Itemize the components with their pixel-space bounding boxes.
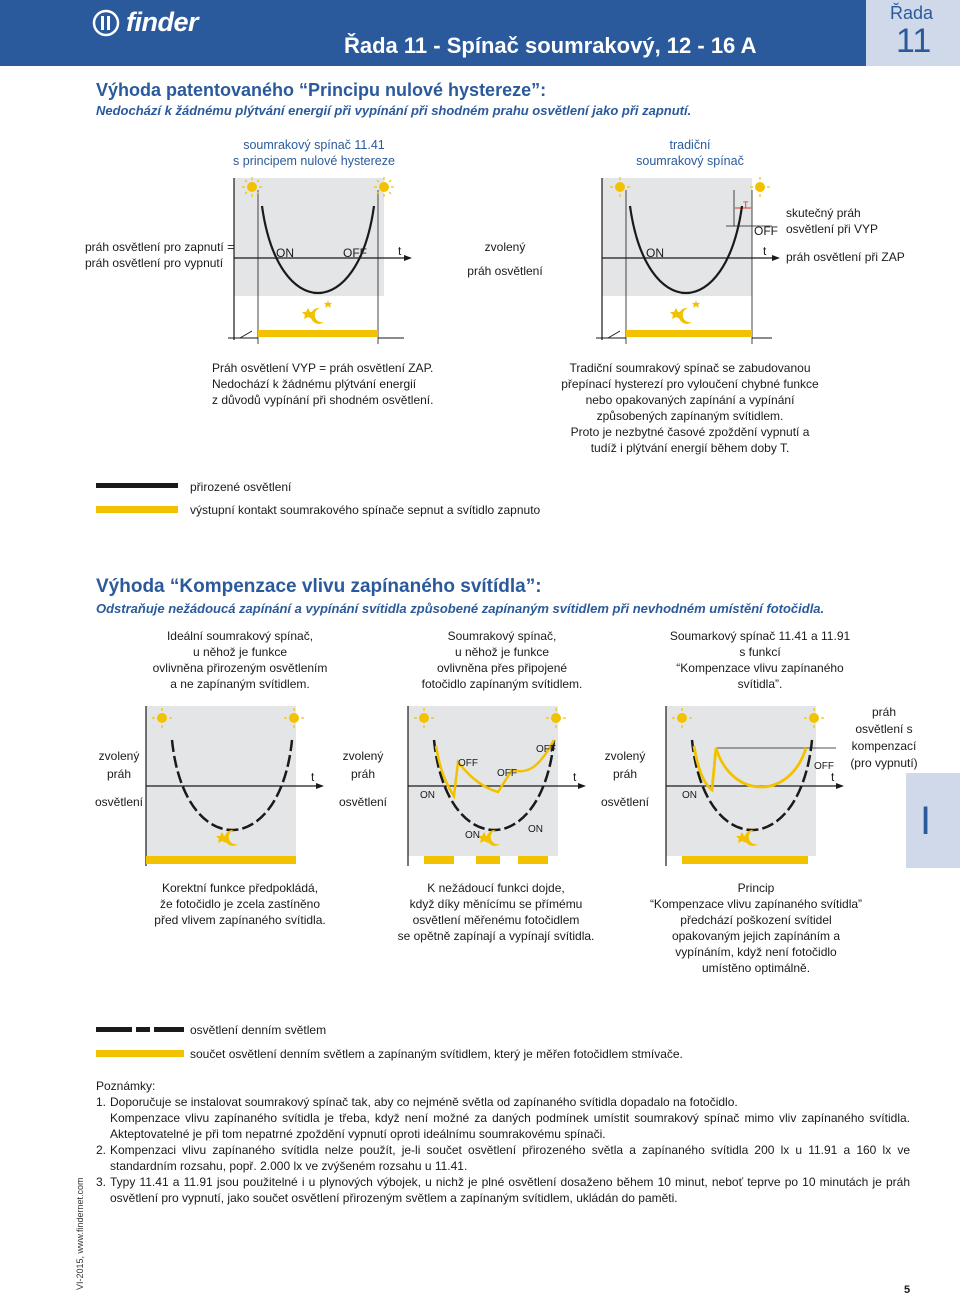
- diagram-panel: [602, 178, 752, 296]
- note-text: Doporučuje se instalovat soumrakový spínač tak, aby co nejméně světla od zapínaného svítidla dopadalo na fotočidlo.: [110, 1095, 738, 1109]
- note-item: [96, 1110, 910, 1142]
- off-label: OFF: [754, 224, 778, 238]
- col3-desc-line: opakovaným jejich zapínáním a: [671, 929, 841, 943]
- on-label: ON: [646, 246, 664, 260]
- col2-title-line: Soumrakový spínač,: [447, 629, 557, 643]
- col3-description: [628, 880, 884, 976]
- note-text: Kompenzaci vlivu zapínaného svítidla nelze použít, je-li součet osvětlení přirozeného světla a zapínaného svítidla 200 lx u 11.91 a 160 lx ve standardním rozsahu, popř. 2.000 lx ve zvýšeném rozsahu u 11.41.: [110, 1143, 910, 1173]
- diagram-panel: [234, 178, 384, 296]
- threshold-equal-label-1: práh osvětlení pro zapnutí =: [85, 240, 235, 254]
- col1-desc-line: Korektní funkce předpokládá,: [161, 881, 319, 895]
- brand-name: finder: [126, 7, 199, 37]
- section2-heading: Výhoda “Kompenzace vlivu zapínaného svítídla”:: [96, 576, 542, 597]
- off-label: OFF: [343, 246, 367, 260]
- compensated-threshold-label: [846, 704, 922, 772]
- zv-line: práh: [350, 767, 376, 781]
- legend-daylight-swatch: [96, 1027, 184, 1032]
- col1-title-line: ovlivněna přirozeným osvětlením: [152, 661, 328, 675]
- col2-title-line: u něhož je funkce: [454, 645, 550, 659]
- t-axis-arrow: [316, 783, 324, 789]
- section-tab: [906, 773, 960, 868]
- delay-t-label: T: [743, 200, 749, 210]
- legend-measured: součet osvětlení denním světlem a zapínaným svítidlem, který je měřen fotočidlem stmívače.: [190, 1047, 683, 1061]
- section-tab-label: I: [920, 799, 932, 843]
- legend-output-swatch: [96, 506, 178, 513]
- left-diagram-title-1: soumrakový spínač 11.41: [243, 138, 385, 152]
- legend-natural-light-swatch: [96, 483, 178, 488]
- sun-icon: [242, 177, 262, 197]
- left-diagram-title-2: s principem nulové hystereze: [233, 154, 395, 168]
- note-item: [96, 1094, 910, 1110]
- comp-line: osvětlení s: [855, 722, 913, 736]
- t-axis-label: t: [398, 244, 402, 258]
- off-label: OFF: [814, 761, 834, 772]
- left-desc-line: Práh osvětlení VYP = práh osvětlení ZAP.: [212, 361, 434, 375]
- section2-subheading: Odstraňuje nežádoucá zapínání a vypínání svítidla způsobené zapínaným svítidlem při nevhodném umístění fotočidla.: [96, 601, 825, 616]
- right-description: [520, 360, 860, 456]
- zv-line: práh: [612, 767, 638, 781]
- right-desc-line: Tradiční soumrakový spínač se zabudovanou: [569, 361, 811, 375]
- on-label: ON: [465, 830, 480, 841]
- legend-daylight: osvětlení denním světlem: [190, 1023, 327, 1037]
- zv-label-col3: [590, 749, 660, 810]
- right-desc-line: Proto je nezbytné časové zpoždění vypnutí a: [570, 425, 810, 439]
- right-desc-line: přepínací hysterezí pro vyloučení chybné funkce: [561, 377, 819, 391]
- actual-threshold-off-label-2: osvětlení při VYP: [786, 222, 879, 236]
- right-desc-line: tudíž i plýtvání energií během doby T.: [590, 441, 790, 455]
- legend-natural-light: přirozené osvětlení: [190, 480, 292, 494]
- selected-threshold-label-2: práh osvětlení: [467, 264, 543, 278]
- right-diagram-title-2: soumrakový spínač: [636, 154, 744, 168]
- unwanted-switching-diagram: [402, 700, 598, 870]
- zv-line: zvolený: [98, 749, 140, 763]
- on-label: ON: [528, 824, 543, 835]
- note-number: 3.: [96, 1175, 107, 1189]
- comp-line: kompenzací: [851, 739, 917, 753]
- col2-title-line: fotočidlo zapínaným svítidlem.: [421, 677, 583, 691]
- col2-desc-line: když díky měnícímu se přímému: [409, 897, 583, 911]
- page-title: Řada 11 - Spínač soumrakový, 12 - 16 A: [344, 33, 757, 58]
- col3-desc-line: Princip: [737, 881, 775, 895]
- moon-stars-icon: [670, 300, 700, 324]
- col3-desc-line: předchází poškození svítidel: [680, 913, 832, 927]
- t-axis-label: t: [831, 770, 835, 784]
- on-label: ON: [420, 790, 435, 801]
- left-desc-line: Nedochází k žádnému plýtvání energií: [212, 377, 417, 391]
- note-item: [96, 1142, 910, 1174]
- t-axis-arrow: [578, 783, 586, 789]
- output-on-bar: [258, 330, 378, 337]
- right-diagram-title-1: tradiční: [669, 138, 711, 152]
- t-axis-arrow: [772, 255, 780, 261]
- compensation-diagram: [660, 700, 856, 870]
- series-number: 11: [896, 22, 932, 60]
- col3-title-line: svítidla”.: [737, 677, 783, 691]
- output-on-bar: [518, 856, 548, 864]
- on-label: ON: [276, 246, 294, 260]
- zv-line: osvětlení: [94, 795, 144, 809]
- col2-desc-line: K nežádoucí funkci dojde,: [427, 881, 565, 895]
- output-on-bar: [476, 856, 500, 864]
- actual-threshold-off-label-1: skutečný práh: [786, 206, 861, 220]
- col1-title-line: u něhož je funkce: [192, 645, 288, 659]
- notes-list: [96, 1094, 910, 1206]
- col3-title-line: s funkcí: [739, 645, 781, 659]
- t-axis-arrow: [836, 783, 844, 789]
- output-on-bar: [682, 856, 808, 864]
- col1-description: [120, 880, 360, 928]
- brand-logo[interactable]: [92, 7, 198, 38]
- output-on-bar: [626, 330, 752, 337]
- col3-title: [640, 628, 880, 692]
- series-label: Řada: [890, 3, 934, 23]
- t-axis-label: t: [763, 244, 767, 258]
- legend-measured-swatch: [96, 1050, 184, 1057]
- selected-threshold-label-1: zvolený: [484, 240, 526, 254]
- zv-line: zvolený: [342, 749, 384, 763]
- t-axis-label: t: [311, 770, 315, 784]
- col2-description: [376, 880, 616, 944]
- note-item: [96, 1174, 910, 1206]
- threshold-on-label: práh osvětlení při ZAP: [786, 250, 905, 264]
- col3-title-line: Soumarkový spínač 11.41 a 11.91: [669, 629, 851, 643]
- threshold-equal-label-2: práh osvětlení pro vypnutí: [85, 256, 224, 270]
- section1-heading: Výhoda patentovaného “Principu nulové hystereze”:: [96, 80, 547, 100]
- col1-title-line: Ideální soumrakový spínač,: [166, 629, 314, 643]
- note-text: Kompenzace vlivu zapínaného svítidla je třeba, když není možné za daných podmínek umístit soumrakový spínač mimo vliv zapínaného svítidla. Akteptovatelné je při tom nepatrné zpoždění vypnutí oproti ideálnímu soumrakovému spínači.: [110, 1111, 910, 1141]
- note-text: Typy 11.41 a 11.91 jsou použitelné i u plynových výbojek, u nichž je plné osvětlení dosaženo během 10 minut, neboť teprve po 10 minutách je práh osvětlení pro vypnutí, jako součet osvětlení přirozeným světlem a zapínaným svítidlem, ukládán do paměti.: [110, 1175, 910, 1205]
- zv-line: osvětlení: [600, 795, 650, 809]
- note-number: 2.: [96, 1143, 107, 1157]
- col2-title: [392, 628, 612, 692]
- legend-output: výstupní kontakt soumrakového spínače sepnut a svítidlo zapnuto: [190, 503, 541, 517]
- zero-hysteresis-diagram: [228, 172, 424, 344]
- col3-desc-line: “Kompenzace vlivu zapínaného svítidla”: [649, 897, 863, 911]
- off-label: OFF: [497, 768, 517, 779]
- col1-desc-line: že fotočidlo je zcela zastíněno: [159, 897, 321, 911]
- side-footer-text: VI-2015, www.findernet.com: [75, 1177, 85, 1290]
- comp-line: (pro vypnutí): [850, 756, 918, 770]
- t-axis-label: t: [573, 770, 577, 784]
- col2-title-line: ovlivněna přes připojené: [436, 661, 568, 675]
- zv-line: práh: [106, 767, 132, 781]
- output-on-bar: [424, 856, 454, 864]
- off-label: OFF: [536, 744, 556, 755]
- section1-subheading: Nedochází k žádnému plýtvání energií při vypínání při shodném prahu osvětlení jako při zapnutí.: [96, 103, 692, 118]
- diagram-panel: [146, 706, 296, 856]
- left-desc-line: z důvodů vypínání při shodném osvětlení.: [212, 393, 434, 407]
- ideal-switch-diagram: [140, 700, 336, 870]
- col1-title: [130, 628, 350, 692]
- moon-stars-icon: [302, 300, 332, 324]
- contact-switch-icon: [240, 331, 252, 338]
- contact-switch-icon: [608, 331, 620, 338]
- off-label: OFF: [458, 758, 478, 769]
- col2-desc-line: osvětlení měřenému fotočidlem: [412, 913, 580, 927]
- comp-line: práh: [871, 705, 897, 719]
- page-number: 5: [904, 1284, 911, 1296]
- left-description: [212, 360, 444, 408]
- t-axis-arrow: [404, 255, 412, 261]
- note-number: 1.: [96, 1095, 107, 1109]
- right-desc-line: nebo opakovaných zapínání a vypínání: [585, 393, 795, 407]
- zv-line: zvolený: [604, 749, 646, 763]
- notes-title: Poznámky:: [96, 1079, 156, 1093]
- on-label: ON: [682, 790, 697, 801]
- finder-logo-icon: [92, 9, 120, 37]
- col1-title-line: a ne zapínaným svítidlem.: [170, 677, 310, 691]
- col3-title-line: “Kompenzace vlivu zapínaného: [676, 661, 844, 675]
- output-on-bar: [146, 856, 296, 864]
- sun-icon: [374, 177, 394, 197]
- zv-label-col2: [328, 749, 398, 810]
- col2-desc-line: se opětně zapínají a vypínají svítidla.: [397, 929, 595, 943]
- col3-desc-line: vypínáním, když není fotočidlo: [675, 945, 837, 959]
- sun-icon: [750, 177, 770, 197]
- col3-desc-line: umístěno optimálně.: [701, 961, 811, 975]
- zv-line: osvětlení: [338, 795, 388, 809]
- col1-desc-line: před vlivem zapínaného svítidla.: [154, 913, 326, 927]
- right-desc-line: způsobených zapínaným svítidlem.: [596, 409, 784, 423]
